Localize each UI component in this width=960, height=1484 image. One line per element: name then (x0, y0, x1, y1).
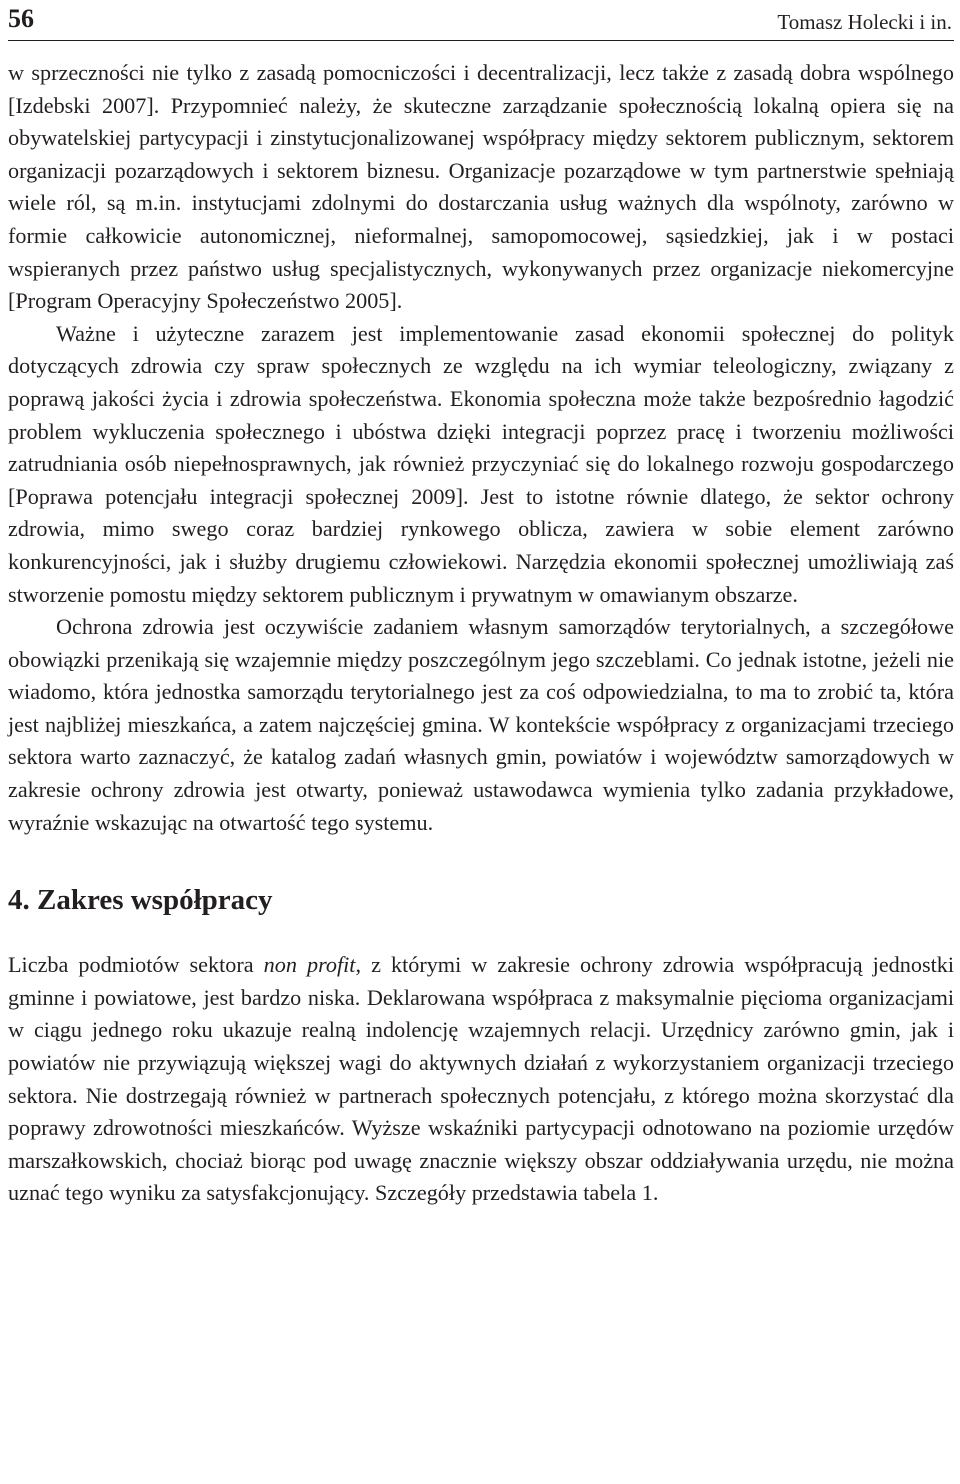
running-title: Tomasz Holecki i in. (777, 10, 952, 34)
paragraph-continuation: w sprzeczności nie tylko z zasadą pomocniczości i decentralizacji, lecz także z zasadą dobra wspólnego [Izdebski 2007]. Przypomnieć należy, że skuteczne zarządzanie społecznością lokalną opiera się na obywatelskiej partycypacji i zinstytucjonalizowanej współpracy między sektorem publicznym, sektorem organizacji pozarządowych i sektorem biznesu. Organizacje pozarządowe w tym partnerstwie spełniają wiele ról, są m.in. instytucjami zdolnymi do dostarczania usług ważnych dla wspólnoty, zarówno w formie całkowicie autonomicznej, nieformalnej, samopomocowej, sąsiedzkiej, jak i w postaci wspieranych przez państwo usług specjalistycznych, wykonywanych przez organizacje niekomercyjne [Program Operacyjny Społeczeństwo 2005]. (8, 60, 954, 314)
paragraph-social-economy: Ważne i użyteczne zarazem jest implementowanie zasad ekonomii społecznej do polityk dotyczących zdrowia czy spraw społecznych ze względu na ich wymiar teleologiczny, związany z poprawą jakości życia i zdrowia społeczeństwa. Ekonomia społeczna może także bezpośrednio łagodzić problem wykluczenia społecznego i ubóstwa dzięki integracji poprzez pracę i tworzeniu możliwości zatrudniania osób niepełnosprawnych, jak również przyczyniać się do lokalnego rozwoju gospodarczego [Poprawa potencjału integracji społecznej 2009]. Jest to istotne równie dlatego, że sektor ochrony zdrowia, mimo swego coraz bardziej rynkowego oblicza, zawiera w sobie element zarówno konkurencyjności, jak i służby drugiemu człowiekowi. Narzędzia ekonomii społecznej umożliwiają zaś stworzenie pomostu między sektorem publicznym i prywatnym w omawianym obszarze. (8, 320, 954, 607)
paragraph-rest: , z którymi w zakresie ochrony zdrowia współpracują jednostki gminne i powiatowe, jest bardzo niska. Deklarowana współpraca z maksymalnie pięcioma organizacjami w ciągu jednego roku ukazuje realną indolencję wzajemnych relacji. Urzędnicy zarówno gmin, jak i powiatów nie przywiązują większej wagi do aktywnych działań z wykorzystaniem organizacji trzeciego sektora. Nie dostrzegają również w partnerach społecznych potencjału, z którego można skorzystać dla poprawy zdrowotności mieszkańców. Wyższe wskaźniki partycypacji odnotowano na poziomie urzędów marszałkowskich, chociaż biorąc pod uwagę znacznie większy obszar oddziaływania urzędu, nie można uznać tego wyniku za satysfakcjonujący. Szczegóły przedstawia tabela 1. (8, 952, 955, 1206)
page-number: 56 (8, 4, 34, 33)
section-heading: 4. Zakres współpracy (8, 884, 273, 917)
paragraph-start: Liczba podmiotów sektora (8, 952, 264, 978)
paragraph-cooperation-scope (8, 949, 954, 1210)
section-body (8, 949, 954, 1210)
paragraph-health-protection: Ochrona zdrowia jest oczywiście zadaniem własnym samorządów terytorialnych, a szczegółowe obowiązki przenikają się wzajemnie między poszczególnym jego szczeblami. Co jednak istotne, jeżeli nie wiadomo, która jednostka samorządu terytorialnego jest za coś odpowiedzialna, to ma to zrobić ta, która jest najbliżej mieszkańca, a zatem najczęściej gmina. W kontekście współpracy z organizacjami trzeciego sektora warto zaznaczyć, że katalog zadań własnych gmin, powiatów i województw samorządowych w zakresie ochrony zdrowia jest otwarty, ponieważ ustawodawca wymienia tylko zadania przykładowe, wyraźnie wskazując na otwartość tego systemu. (8, 614, 954, 835)
body-text (8, 57, 954, 839)
running-head (8, 0, 954, 41)
document-page (8, 0, 954, 1210)
italic-term: non profit (263, 952, 356, 978)
